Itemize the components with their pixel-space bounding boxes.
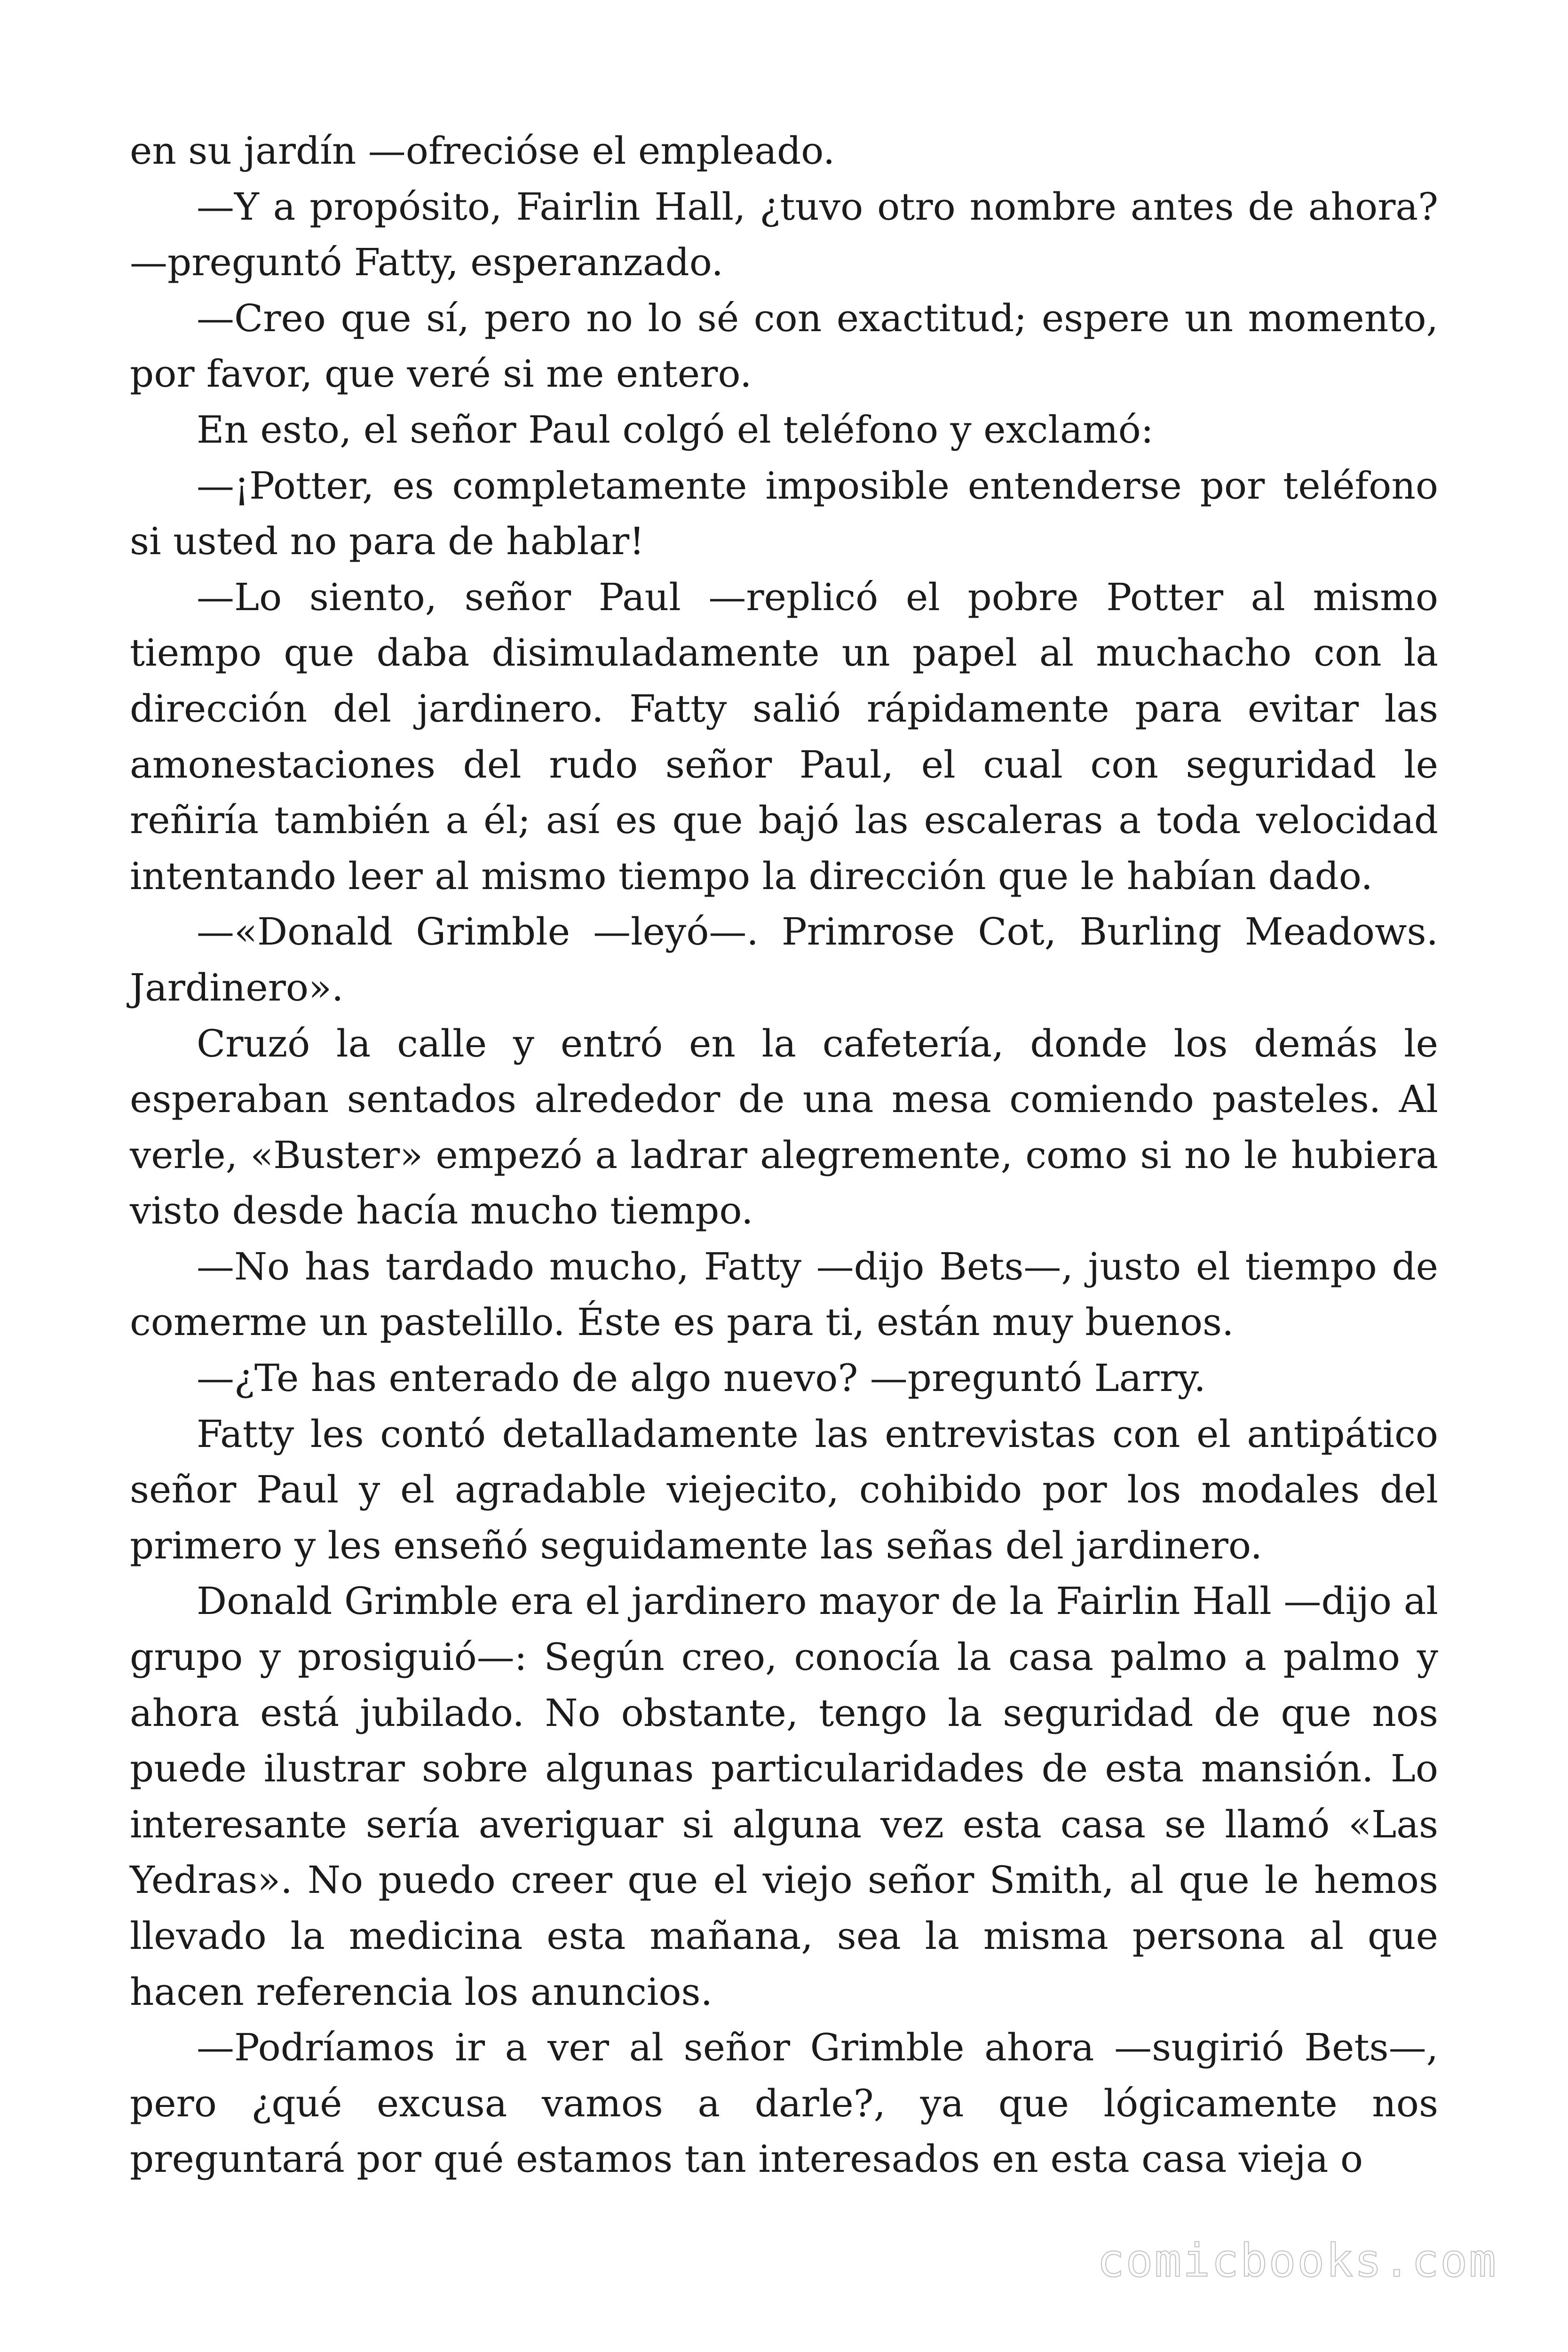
paragraph: Donald Grimble era el jardinero mayor de la Fairlin Hall —dijo al grupo y prosiguió—: Según creo, conocía la casa palmo a palmo y ahora está jubilado. No obstante, tengo la seguridad de que nos puede ilustrar sobre algunas particularidades de esta mansión. Lo interesante sería averiguar si alguna vez esta casa se llamó «Las Yedras». No puedo creer que el viejo señor Smith, al que le hemos llevado la medicina esta mañana, sea la misma persona al que hacen referencia los anuncios. — [130, 1579, 1438, 2014]
paragraph: —Y a propósito, Fairlin Hall, ¿tuvo otro nombre antes de ahora? —preguntó Fatty, esperanzado. — [130, 184, 1438, 285]
paragraph: —¿Te has enterado de algo nuevo? —preguntó Larry. — [197, 1356, 1206, 1400]
paragraph: —«Donald Grimble —leyó—. Primrose Cot, Burling Meadows. Jardinero». — [130, 910, 1438, 1009]
paragraph: Fatty les contó detalladamente las entrevistas con el antipático señor Paul y el agradable viejecito, cohibido por los modales del primero y les enseñó seguidamente las señas del jardinero. — [130, 1412, 1438, 1567]
paragraph: —Creo que sí, pero no lo sé con exactitud; espere un momento, por favor, que veré si me entero. — [130, 296, 1438, 396]
paragraph: En esto, el señor Paul colgó el teléfono y exclamó: — [197, 407, 1154, 452]
paragraph: —¡Potter, es completamente imposible entenderse por teléfono si usted no para de hablar! — [130, 463, 1438, 564]
paragraph: en su jardín —ofrecióse el empleado. — [130, 129, 835, 173]
paragraph: Cruzó la calle y entró en la cafetería, donde los demás le esperaban sentados alrededor de una mesa comiendo pasteles. Al verle, «Buster» empezó a ladrar alegremente, como si no le hubiera visto desde hacía mucho tiempo. — [130, 1021, 1438, 1233]
paragraph: —No has tardado mucho, Fatty —dijo Bets—, justo el tiempo de comerme un pastelillo. Éste es para ti, están muy buenos. — [130, 1244, 1438, 1344]
paragraph: —Podríamos ir a ver al señor Grimble ahora —sugirió Bets—, pero ¿qué excusa vamos a darle?, ya que lógicamente nos preguntará por qué estamos tan interesados en esta casa vieja o — [130, 2026, 1438, 2181]
book-page-text — [130, 123, 1438, 2187]
paragraph: —Lo siento, señor Paul —replicó el pobre Potter al mismo tiempo que daba disimuladamente un papel al muchacho con la dirección del jardinero. Fatty salió rápidamente para evitar las amonestaciones del rudo señor Paul, el cual con seguridad le reñiría también a él; así es que bajó las escaleras a toda velocidad intentando leer al mismo tiempo la dirección que le habían dado. — [130, 575, 1438, 898]
watermark: comicbooks.com — [1097, 2234, 1497, 2287]
